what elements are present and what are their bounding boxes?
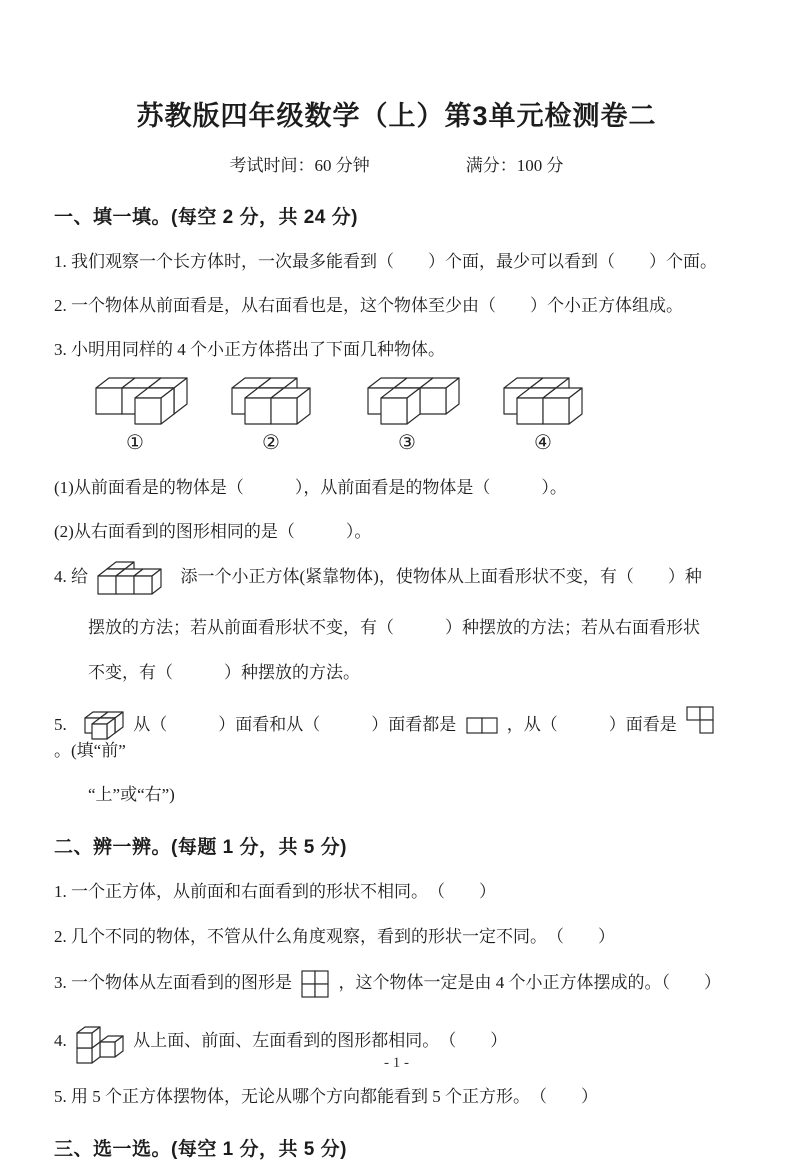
s2-question-2: 2. 几个不同的物体，不管从什么角度观察，看到的形状一定不同。 （ ） bbox=[54, 926, 615, 946]
cube-object-1-label: ① bbox=[126, 432, 144, 455]
s2-question-3 bbox=[54, 970, 739, 998]
s1-question-2: 2. 一个物体从前面看是，从右面看也是，这个物体至少由（ ）个小正方体组成。 bbox=[54, 296, 683, 316]
cube-object-4-label: ④ bbox=[534, 432, 552, 455]
cube-figure-2-icon bbox=[218, 377, 324, 425]
s2-q3-text-2: ，这个物体一定是由 4 个小正方体摆成的。（ ） bbox=[338, 972, 721, 992]
cube-object-2-label: ② bbox=[262, 432, 280, 455]
s1-q5-two-squares-icon bbox=[466, 717, 498, 734]
s1-q5-text-1: 从（ ）面看和从（ ）面看都是 bbox=[133, 714, 457, 734]
s1-q4-text: 添一个小正方体(紧靠物体)，使物体从上面看形状不变，有（ ）种 bbox=[180, 567, 702, 587]
s1-question-3-sub2: (2)从右面看到的图形相同的是（ ）。 bbox=[54, 522, 372, 542]
section-3-header: 三、选一选。(每空 1 分，共 5 分) bbox=[54, 1138, 347, 1160]
cube-figure-1-icon bbox=[82, 377, 188, 425]
exam-meta bbox=[54, 151, 739, 176]
s1-q5-text-2: ，从（ ）面看是 bbox=[506, 714, 677, 734]
cube-objects-row bbox=[82, 377, 739, 455]
s2-question-1: 1. 一个正方体，从前面和右面看到的形状不相同。 （ ） bbox=[54, 882, 496, 902]
s1-q4-cube-figure-icon bbox=[97, 561, 171, 595]
s1-question-3-sub1: (1)从前面看是的物体是（ ），从前面看是的物体是（ ）。 bbox=[54, 478, 567, 498]
s1-q5-number: 5. bbox=[54, 714, 67, 734]
section-1-header: 一、填一填。(每空 2 分，共 24 分) bbox=[54, 207, 358, 228]
cube-object-3 bbox=[354, 377, 460, 455]
s1-question-4-line3: 不变，有（ ）种摆放的方法。 bbox=[88, 662, 360, 682]
s2-q4-text: 从上面、前面、左面看到的图形都相同。 （ ） bbox=[133, 1030, 508, 1050]
s1-question-3: 3. 小明用同样的 4 个小正方体搭出了下面几种物体。 bbox=[54, 340, 445, 360]
s2-question-5: 5. 用 5 个正方体摆物体，无论从哪个方向都能看到 5 个正方形。 （ ） bbox=[54, 1086, 598, 1106]
s2-q3-grid-2x2-icon bbox=[301, 970, 329, 998]
s1-question-5-line1 bbox=[54, 706, 739, 763]
section-2-header: 二、辨一辨。(每题 1 分，共 5 分) bbox=[54, 837, 347, 859]
s1-q5-text-3: 。(填“前” bbox=[54, 741, 126, 761]
s1-question-4-line1 bbox=[54, 561, 739, 595]
s2-q4-number: 4. bbox=[54, 1030, 67, 1050]
full-score-label: 满分：100 分 bbox=[465, 156, 564, 175]
exam-time-label: 考试时间：60 分钟 bbox=[229, 156, 370, 175]
s1-q4-prefix: 4. 给 bbox=[54, 567, 88, 587]
s1-q5-cube-figure-icon bbox=[76, 711, 124, 740]
cube-object-3-label: ③ bbox=[398, 432, 416, 455]
cube-object-2 bbox=[218, 377, 324, 455]
s1-q5-l-shape-icon bbox=[686, 706, 714, 734]
cube-object-4 bbox=[490, 377, 596, 455]
cube-object-1 bbox=[82, 377, 188, 455]
cube-figure-3-icon bbox=[354, 377, 460, 425]
page-number: - 1 - bbox=[384, 1055, 409, 1071]
s2-q3-text-1: 3. 一个物体从左面看到的图形是 bbox=[54, 972, 292, 992]
s1-question-5-line2: “上”或“右”) bbox=[88, 785, 175, 805]
cube-figure-4-icon bbox=[490, 377, 596, 425]
page-title: 苏教版四年级数学（上）第3单元检测卷二 bbox=[136, 101, 657, 131]
s1-question-1: 1. 我们观察一个长方体时，一次最多能看到（ ）个面，最少可以看到（ ）个面。 bbox=[54, 252, 717, 271]
s1-question-4-line2: 摆放的方法；若从前面看形状不变，有（ ）种摆放的方法；若从右面看形状 bbox=[88, 618, 700, 638]
